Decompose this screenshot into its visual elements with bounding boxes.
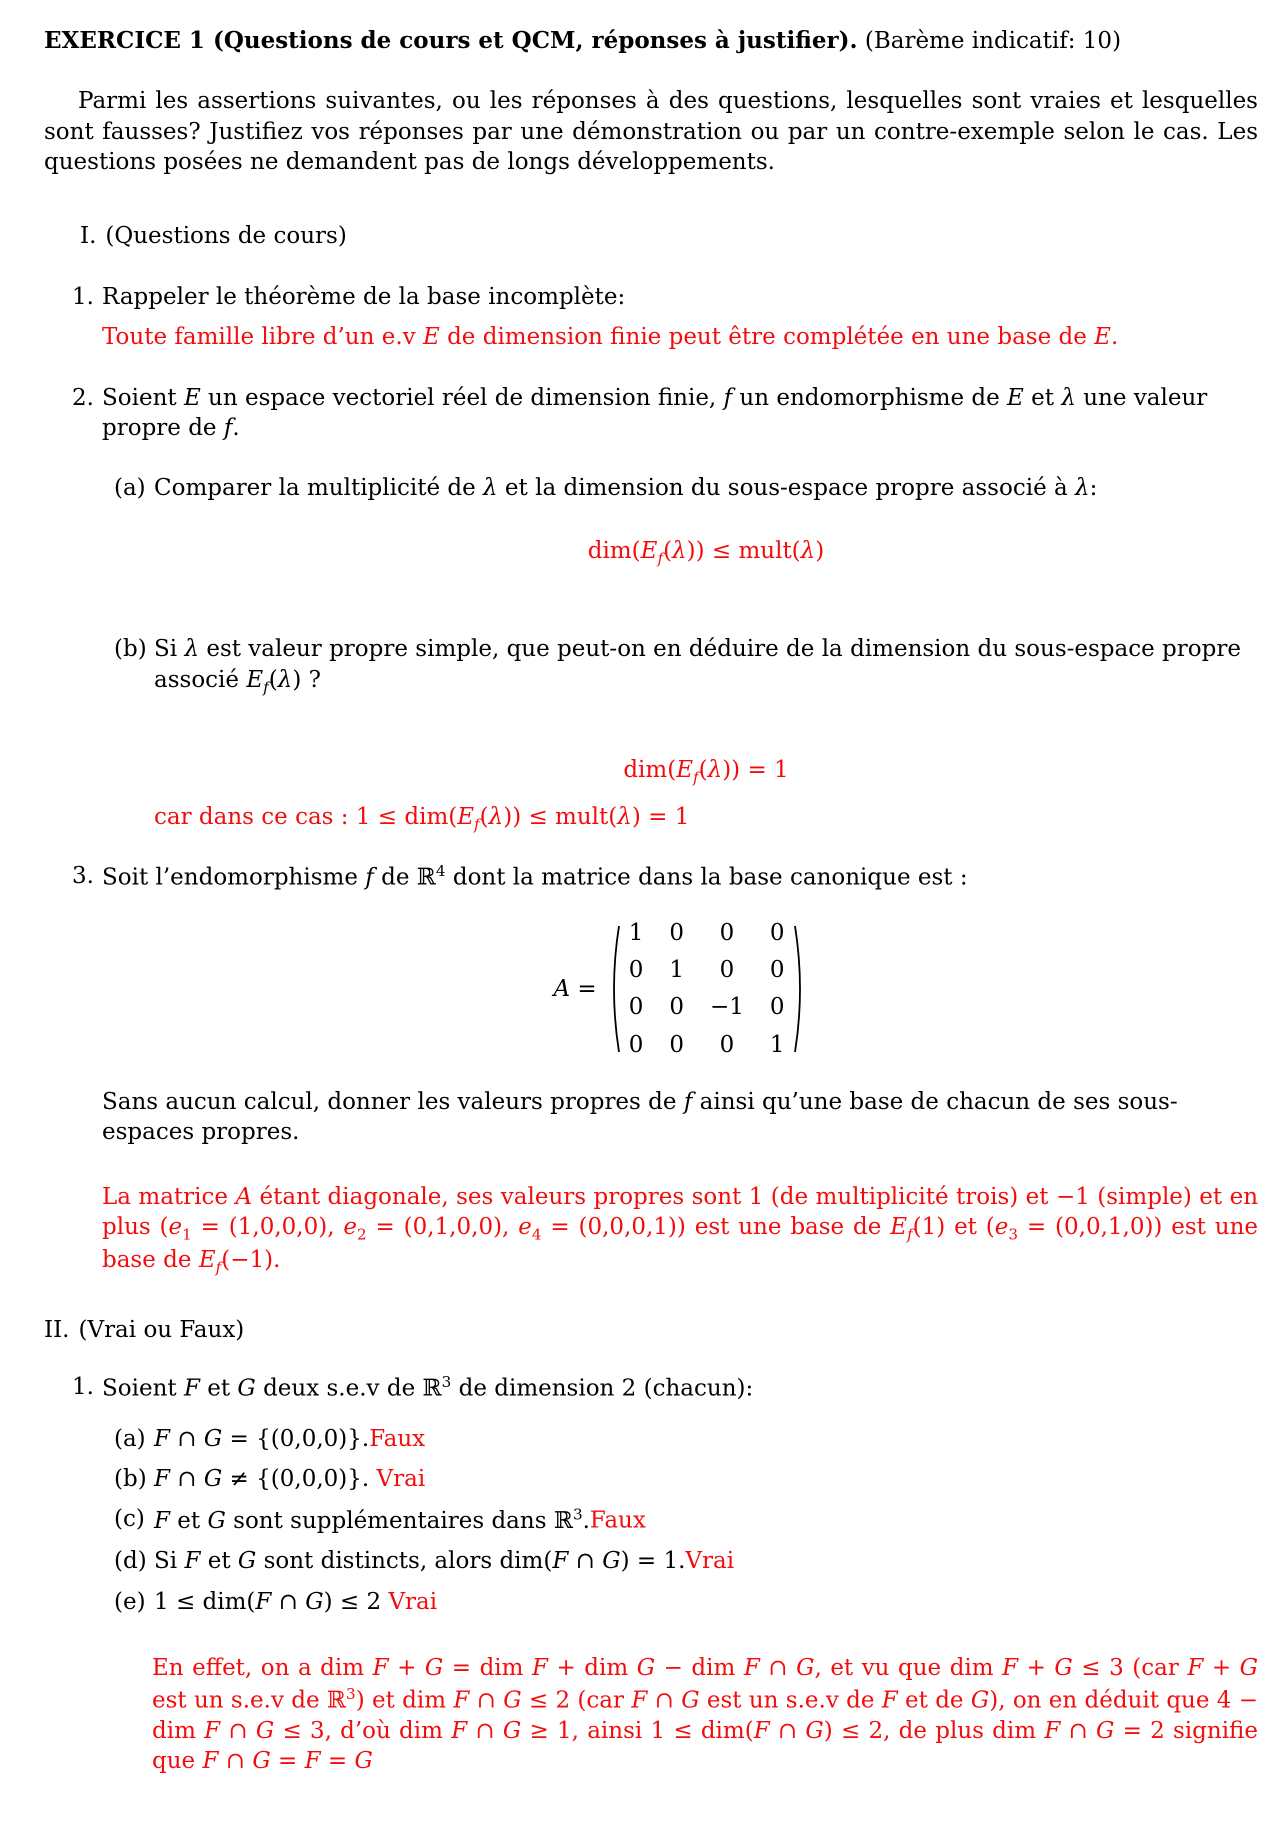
vf-item-c-label: (c) — [114, 1506, 145, 1533]
section-i-heading — [80, 221, 1258, 251]
matrix-cell: 1 — [628, 919, 644, 946]
vf-item-e-statement: 1 ≤ dim(F ∩ G) ≤ 2 — [154, 1588, 382, 1615]
question-i-3 — [72, 861, 1258, 1278]
matrix-cell: 0 — [669, 919, 684, 946]
section-i-label: I. — [80, 223, 97, 250]
matrix-cell: 0 — [719, 956, 735, 983]
matrix-cell: 0 — [628, 994, 644, 1021]
question-i-2a-body — [154, 473, 1258, 568]
answer-i-2b-note: car dans ce cas : $1 \le dim(E_f(\lambda))$ ≤ mult(λ) = 1 — [154, 803, 690, 834]
vf-item-c — [114, 1504, 1258, 1536]
question-i-2-text: Soient E un espace vectoriel réel de dimension finie, f un endomorphisme de E et λ une valeur propre de f. — [102, 384, 1208, 441]
vf-item-d-statement: Si F et G sont distincts, alors dim(F ∩ G) = 1. — [154, 1548, 686, 1575]
question-i-3-text: Soit l’endomorphisme f de ℝ$^4$ dont la matrice dans la base canonique est : — [102, 861, 968, 891]
matrix-cell: 0 — [628, 956, 644, 983]
question-i-2b-text: Si λ est valeur propre simple, que peut-on en déduire de la dimension du sous-espace propre associé $E_f(\lambda)$ ? — [154, 636, 1241, 697]
matrix-cell: 0 — [719, 1031, 735, 1058]
question-i-2-label: 2. — [72, 384, 94, 411]
exercise-title-bold: EXERCICE 1 (Questions de cours et QCM, réponses à justifier). — [44, 27, 858, 54]
vf-item-e — [114, 1587, 1258, 1617]
answer-i-1: Toute famille libre d’un e.v E de dimension finie peut être complétée en une base de E. — [102, 324, 1119, 351]
matrix-grid — [621, 913, 793, 1065]
vf-item-a — [114, 1424, 1258, 1454]
vf-item-c-statement: F et G sont supplémentaires dans ℝ$^3$. — [154, 1505, 590, 1535]
matrix-cell: 0 — [769, 919, 785, 946]
vf-item-c-row — [154, 1504, 1258, 1536]
vf-item-a-statement: F ∩ G = {(0,0,0)}. — [154, 1425, 370, 1452]
vf-item-c-verdict: Faux — [589, 1508, 646, 1535]
vf-item-a-row — [154, 1424, 1258, 1454]
vf-item-d-label: (d) — [114, 1548, 147, 1575]
vf-justification: En effet, on a dim F + G = dim F + dim G − dim F ∩ G, et vu que dim F + G ≤ 3 (car F + G est un s.e.v de ℝ$^3$) et dim F ∩ G ≤ 2 (car F ∩ G est un s.e.v de F et de G), on en déduit que 4 − dim F ∩ G ≤ 3, d’où dim F ∩ G ≥ 1, ainsi 1 ≤ dim(F ∩ G) ≤ 2, de plus dim F ∩ G = 2 signifie que F ∩ G = F = G — [152, 1655, 1259, 1774]
vf-item-e-row — [154, 1587, 1258, 1617]
matrix-cell: 0 — [769, 956, 785, 983]
question-i-3-prompt: Sans aucun calcul, donner les valeurs propres de f ainsi qu’une base de chacun de ses sous-espaces propres. — [102, 1088, 1178, 1146]
matrix-cell: 1 — [669, 956, 684, 983]
exercise-title-note: (Barème indicatif: 10) — [864, 28, 1122, 54]
formula-dim-equals-1: $dim(E_f(\lambda)) = 1$ — [623, 757, 789, 787]
vf-item-b — [114, 1464, 1258, 1494]
question-ii-1 — [72, 1372, 1258, 1777]
vf-item-d-row — [154, 1546, 1258, 1576]
matrix-lhs: A = — [553, 975, 597, 1002]
matrix-cell: 0 — [669, 994, 684, 1021]
matrix-paren-right — [793, 923, 807, 1055]
question-i-2b-body — [154, 634, 1258, 834]
question-ii-1-text: Soient F et G deux s.e.v de ℝ$^3$ de dimension 2 (chacun): — [102, 1372, 754, 1402]
vf-item-b-row — [154, 1464, 1258, 1494]
vf-item-a-label: (a) — [114, 1425, 146, 1452]
question-ii-1-label: 1. — [72, 1373, 94, 1400]
question-i-2b — [114, 634, 1258, 834]
vf-item-d-verdict: Vrai — [685, 1548, 735, 1575]
vf-item-b-statement: F ∩ G ≠ {(0,0,0)}. — [154, 1466, 370, 1493]
vf-item-b-label: (b) — [114, 1466, 147, 1493]
question-i-2a-label: (a) — [114, 475, 146, 502]
vf-item-b-verdict: Vrai — [369, 1466, 426, 1493]
question-i-1-text: Rappeler le théorème de la base incomplète: — [102, 283, 626, 310]
question-i-2b-label: (b) — [114, 636, 147, 663]
question-i-1-body — [102, 282, 1258, 353]
vf-item-e-label: (e) — [114, 1588, 146, 1615]
question-i-2-body — [102, 383, 1258, 835]
matrix-display — [102, 913, 1258, 1065]
intro-paragraph: Parmi les assertions suivantes, ou les réponses à des questions, lesquelles sont vraies et lesquelles sont fausses? Justifiez vos réponses par une démonstration ou par un contre-exemple selon le cas. Les questions posées ne demandent pas de longs développements. — [44, 88, 1258, 176]
section-i-title: (Questions de cours) — [105, 223, 347, 250]
matrix-cell: 0 — [769, 994, 785, 1021]
question-i-2a-text: Comparer la multiplicité de λ et la dimension du sous-espace propre associé à λ: — [154, 475, 1098, 502]
question-ii-1-body — [102, 1372, 1258, 1777]
matrix-cell: −1 — [709, 994, 744, 1021]
matrix-cell: 0 — [669, 1031, 684, 1058]
section-ii-heading — [44, 1315, 1258, 1345]
question-i-1 — [72, 282, 1258, 353]
exercise-title — [44, 26, 1258, 56]
matrix-cell: 0 — [628, 1031, 644, 1058]
question-i-2 — [72, 383, 1258, 835]
matrix-paren-left — [607, 923, 621, 1055]
vf-item-e-verdict: Vrai — [381, 1588, 438, 1615]
matrix-cell: 0 — [719, 919, 735, 946]
matrix-cell: 1 — [769, 1031, 785, 1058]
formula-dim-leq-mult: $dim(E_f(\lambda))$ ≤ mult(λ) — [587, 537, 825, 568]
vf-item-a-verdict: Faux — [369, 1425, 426, 1452]
question-i-3-body — [102, 861, 1258, 1278]
question-i-1-label: 1. — [72, 283, 94, 310]
section-ii-title: (Vrai ou Faux) — [78, 1317, 245, 1344]
question-i-3-label: 3. — [72, 862, 94, 889]
section-ii-label: II. — [44, 1317, 70, 1344]
question-i-2a — [114, 473, 1258, 568]
vf-item-d — [114, 1546, 1258, 1576]
answer-i-3: La matrice A étant diagonale, ses valeurs propres sont 1 (de multiplicité trois) et −1 (simple) et en plus ($e_1 = (1,0,0,0)$, $e_2 = (0,1,0,0)$, $e_4 = (0,0,0,1)$) est une base de $E_f(1)$ et $(e_3 = (0,0,1,0))$ est une base de $E_f(-1)$. — [102, 1183, 1259, 1277]
